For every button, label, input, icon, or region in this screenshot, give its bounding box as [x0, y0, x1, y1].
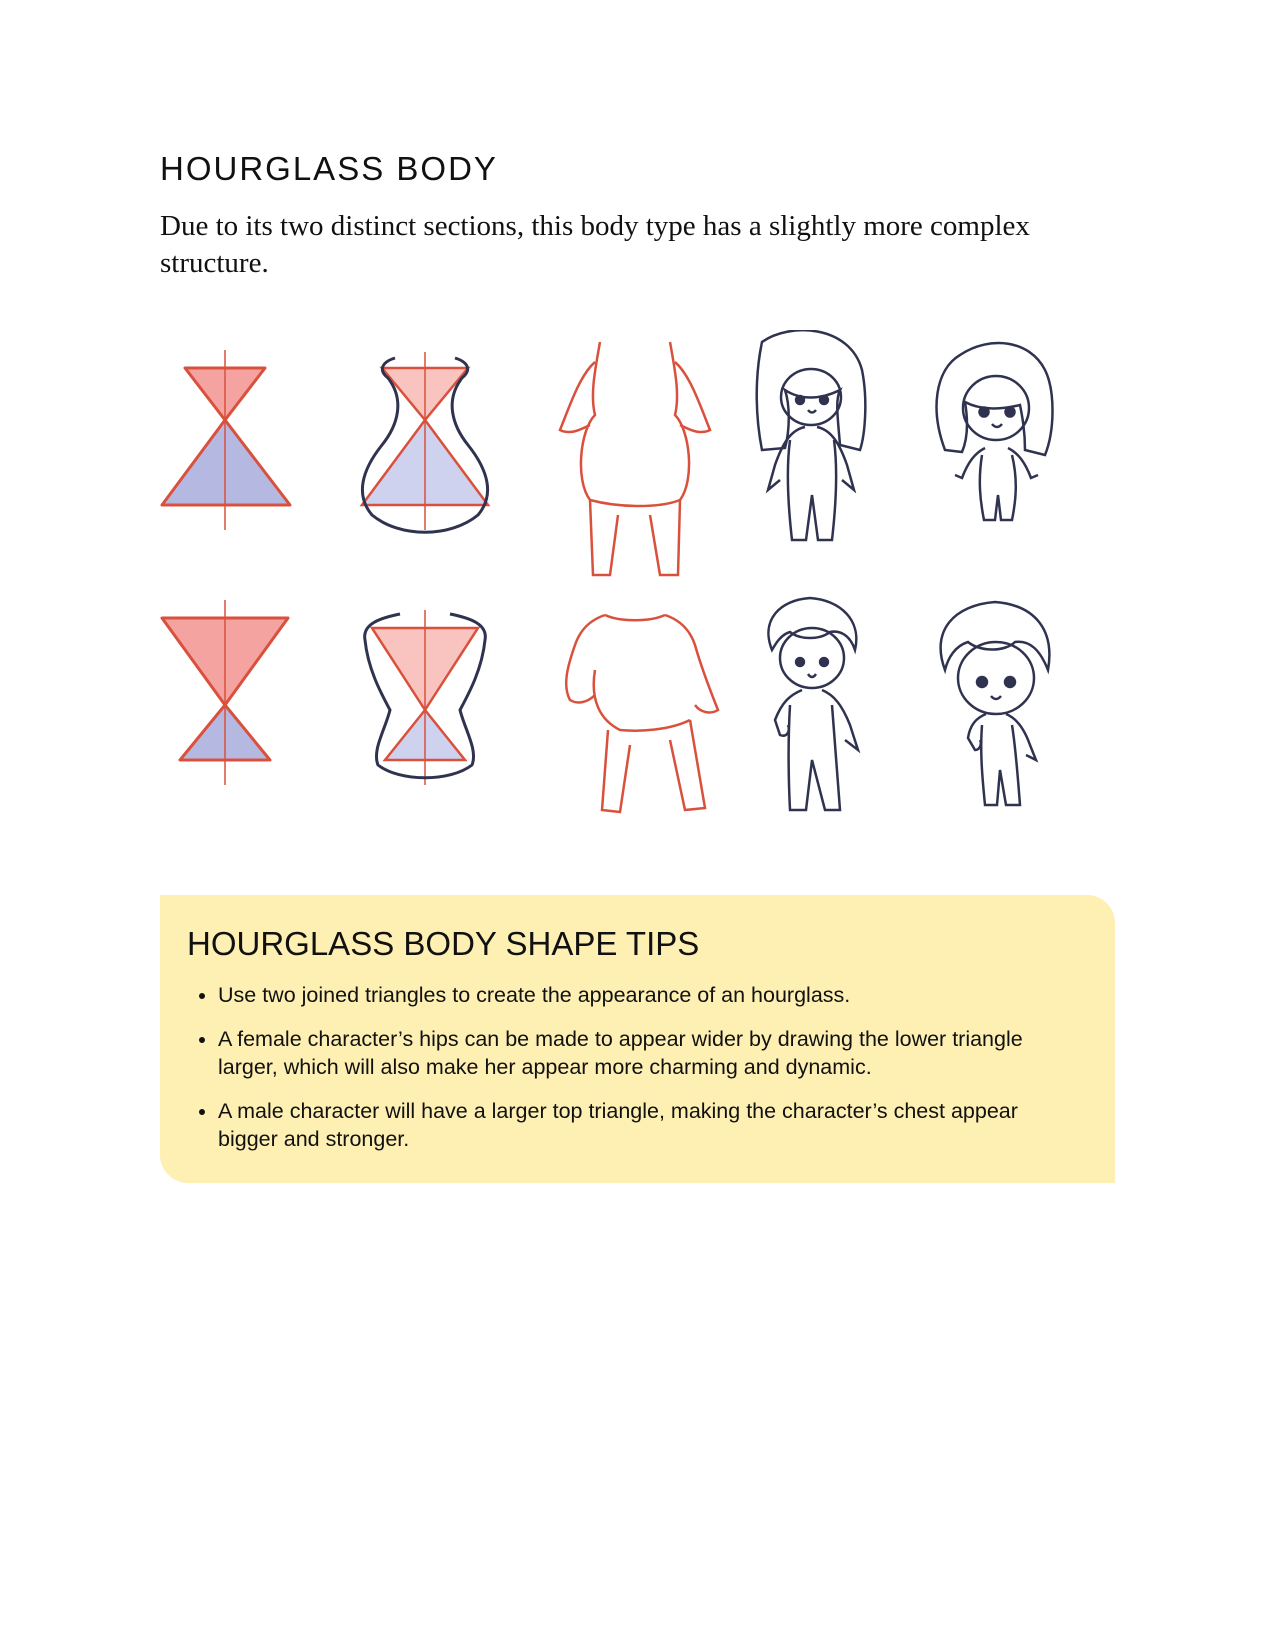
male-chibi-small	[768, 598, 858, 810]
female-triangles	[162, 350, 290, 530]
illustration-svg	[150, 330, 1130, 850]
page-title: HOURGLASS BODY	[160, 150, 498, 187]
female-contour	[362, 352, 488, 532]
male-outline	[566, 615, 718, 812]
tip-item: • A male character will have a larger top triangle, making the character’s chest appear bigger and stronger.	[218, 1097, 1075, 1153]
female-chibi-large	[937, 343, 1053, 520]
female-chibi-small	[757, 330, 866, 540]
female-outline	[560, 342, 710, 575]
male-chibi-large	[941, 602, 1050, 805]
male-triangles	[162, 600, 288, 785]
tip-item: • A female character’s hips can be made to appear wider by drawing the lower triangle larger, which will also make her appear more charming and dynamic.	[218, 1025, 1075, 1081]
male-contour	[365, 610, 486, 785]
tip-item: • Use two joined triangles to create the appearance of an hourglass.	[218, 981, 1075, 1009]
tips-box	[160, 895, 1115, 1183]
tips-title: HOURGLASS BODY SHAPE TIPS	[187, 925, 700, 962]
intro-paragraph: Due to its two distinct sections, this body type has a slightly more complex structure.	[160, 210, 1030, 279]
body-shape-illustration	[150, 330, 1130, 850]
tips-list	[187, 981, 1075, 1153]
